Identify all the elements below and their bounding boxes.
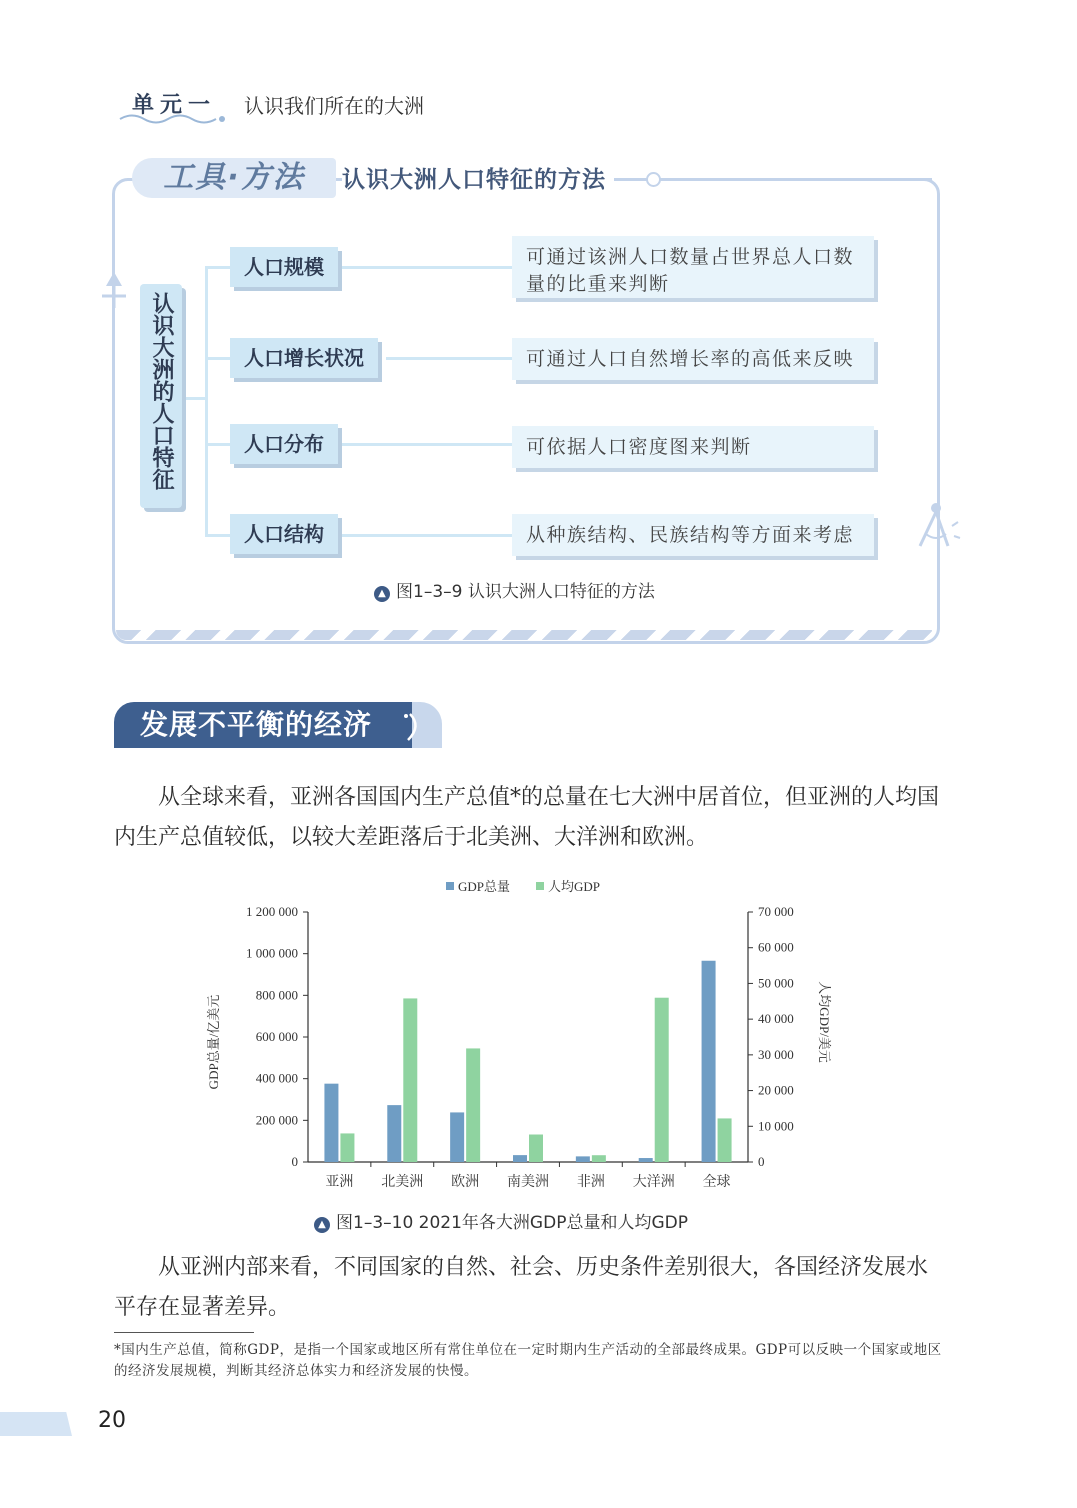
node-population-growth: 人口增长状况 <box>230 338 378 378</box>
connector <box>340 266 512 269</box>
bar-gdp-total <box>702 961 716 1162</box>
desc-population-structure: 从种族结构、民族结构等方面来考虑 <box>512 514 874 556</box>
chart-legend <box>446 879 600 894</box>
compass-icon <box>910 500 962 550</box>
bar-gdp-total <box>324 1084 338 1162</box>
y-tick-label-left: 1 000 000 <box>246 945 298 961</box>
bar-gdp-per-capita <box>466 1048 480 1162</box>
x-tick-label: 亚洲 <box>325 1175 354 1190</box>
connector <box>182 397 206 400</box>
panel-title-line <box>632 178 932 181</box>
desc-population-size: 可通过该洲人口数量占世界总人口数量的比重来判断 <box>512 236 874 298</box>
tool-method-tag: 工具·方法 <box>132 158 336 198</box>
moon-icon <box>398 712 424 742</box>
bar-gdp-total <box>513 1155 527 1162</box>
node-population-structure: 人口结构 <box>230 514 338 554</box>
bar-gdp-per-capita <box>592 1155 606 1162</box>
y-tick-label-right: 40 000 <box>758 1011 794 1027</box>
legend-swatch-gdp-per-capita <box>536 882 544 890</box>
x-tick-label: 全球 <box>702 1175 731 1190</box>
x-tick-label: 欧洲 <box>451 1175 480 1190</box>
bar-gdp-per-capita <box>340 1133 354 1162</box>
connector <box>205 266 231 269</box>
footnote: *国内生产总值，简称GDP，是指一个国家或地区所有常住单位在一定时期内生产活动的全部最终成果。GDP可以反映一个国家或地区的经济发展规模，判断其经济总体实力和经济发展的快慢。 <box>114 1342 942 1379</box>
page-number: 20 <box>98 1408 126 1433</box>
y-axis-label-right: 人均GDP/美元 <box>817 981 832 1063</box>
y-tick-label-left: 600 000 <box>255 1029 298 1044</box>
y-tick-label-left: 400 000 <box>255 1070 298 1086</box>
legend-swatch-gdp-total <box>446 882 454 890</box>
unit-decoration <box>118 112 228 126</box>
section-title: 发展不平衡的经济 <box>114 702 412 748</box>
arrow-up-icon <box>100 268 128 308</box>
bar-gdp-total <box>576 1156 590 1162</box>
y-tick-label-left: 200 000 <box>255 1112 298 1128</box>
root-node-label: 认识大洲的人口特征 <box>149 292 174 490</box>
unit-label: 单元一 <box>132 93 217 118</box>
y-tick-label-right: 70 000 <box>758 904 794 919</box>
y-axis-label-left: GDP总量/亿美元 <box>206 994 221 1090</box>
figure-caption-text: 图1–3–9 认识大洲人口特征的方法 <box>396 582 655 602</box>
chart-caption <box>314 1208 688 1233</box>
connector <box>205 443 231 446</box>
connector <box>205 266 208 536</box>
paragraph-1: 从全球来看，亚洲各国国内生产总值*的总量在七大洲中居首位，但亚洲的人均国内生产总值较低，以较大差距落后于北美洲、大洋洲和欧洲。 <box>114 785 940 850</box>
bar-gdp-total <box>450 1112 464 1162</box>
desc-population-growth: 可通过人口自然增长率的高低来反映 <box>512 338 874 380</box>
page-bar <box>0 1412 72 1436</box>
legend-label-gdp-total: GDP总量 <box>458 879 511 894</box>
y-tick-label-right: 30 000 <box>758 1046 794 1062</box>
triangle-icon: ▲ <box>374 586 390 602</box>
node-population-distribution: 人口分布 <box>230 424 338 464</box>
y-tick-label-right: 20 000 <box>758 1082 794 1098</box>
x-tick-label: 南美洲 <box>507 1175 549 1190</box>
triangle-icon: ▲ <box>314 1217 330 1233</box>
footnote-rule <box>114 1332 254 1333</box>
connector <box>205 534 231 537</box>
y-tick-label-left: 1 200 000 <box>246 904 298 919</box>
connector <box>205 357 231 360</box>
paragraph-2: 从亚洲内部来看，不同国家的自然、社会、历史条件差别很大，各国经济发展水平存在显著差异。 <box>114 1255 929 1320</box>
y-tick-label-right: 60 000 <box>758 939 794 955</box>
y-tick-label-right: 0 <box>758 1154 765 1169</box>
x-tick-label: 大洋洲 <box>632 1175 675 1190</box>
y-tick-label-left: 800 000 <box>255 987 298 1003</box>
bar-gdp-per-capita <box>718 1118 732 1162</box>
connector <box>340 443 512 446</box>
chart-caption-text: 图1–3–10 2021年各大洲GDP总量和人均GDP <box>336 1213 688 1233</box>
x-tick-label: 非洲 <box>576 1175 605 1190</box>
bar-gdp-per-capita <box>655 998 669 1162</box>
x-tick-label: 北美洲 <box>381 1175 424 1190</box>
y-tick-label-left: 0 <box>291 1154 298 1169</box>
tool-method-title: 认识大洲人口特征的方法 <box>342 161 614 194</box>
bar-gdp-per-capita <box>403 998 417 1162</box>
y-tick-label-right: 10 000 <box>758 1118 794 1134</box>
panel-bottom-stripe <box>116 630 932 640</box>
y-tick-label-right: 50 000 <box>758 975 794 991</box>
gdp-chart <box>196 872 856 1202</box>
legend-label-gdp-per-capita: 人均GDP <box>548 879 601 894</box>
connector <box>340 534 512 537</box>
node-population-size: 人口规模 <box>230 247 338 287</box>
panel-title-dot <box>646 172 661 187</box>
bar-gdp-total <box>387 1105 401 1162</box>
figure-caption <box>374 577 655 602</box>
connector <box>386 357 512 360</box>
desc-population-distribution: 可依据人口密度图来判断 <box>512 426 874 468</box>
bar-gdp-per-capita <box>529 1135 543 1163</box>
unit-title: 认识我们所在的大洲 <box>244 94 424 118</box>
bar-gdp-total <box>639 1158 653 1162</box>
